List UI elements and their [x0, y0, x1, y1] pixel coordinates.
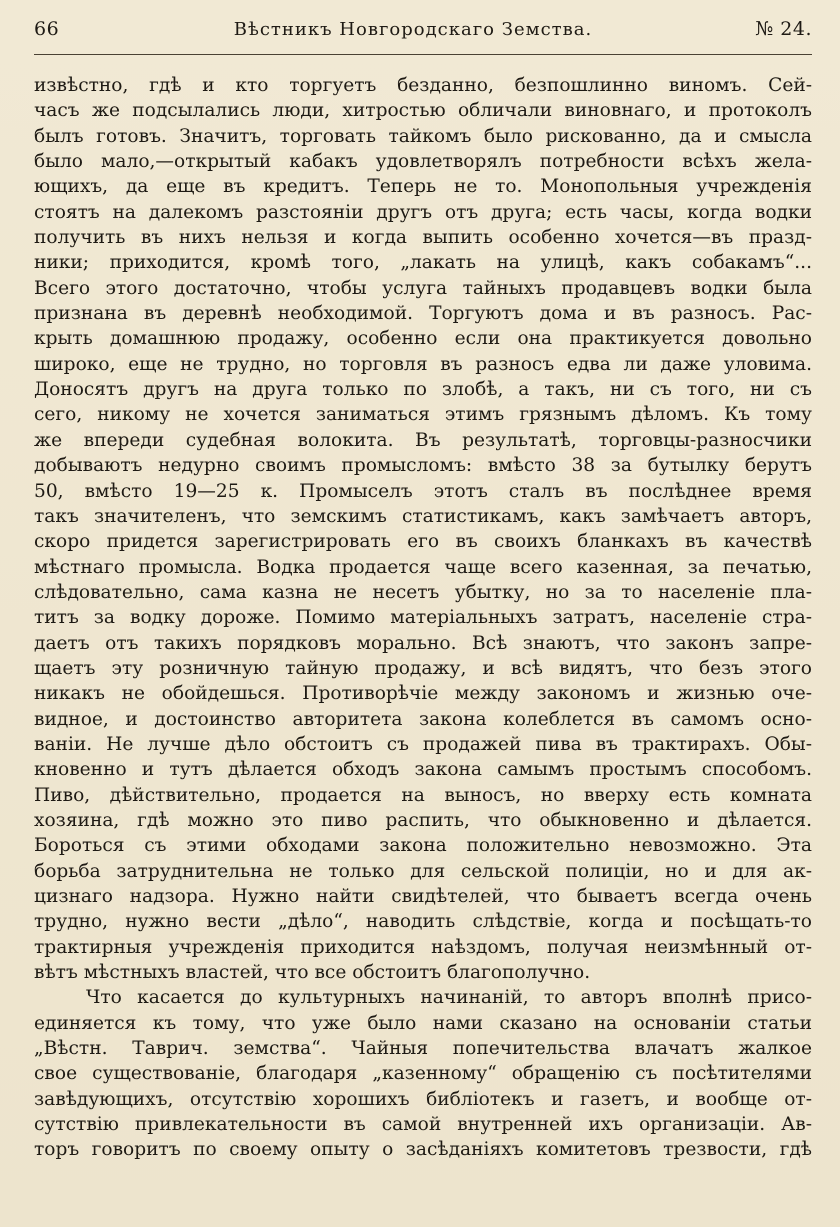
- text-line: трактирныя учрежденія приходится наѣздомъ, получая неизмѣнный от-: [34, 936, 812, 958]
- text-line: борьба затруднительна не только для сельской полиціи, но и для ак-: [34, 860, 812, 882]
- text-line: свое существованіе, благодаря „казенному“ обращенію съ посѣтителями: [34, 1063, 812, 1085]
- text-line: завѣдующихъ, отсутствію хорошихъ библіотекъ и газетъ, и вообще от-: [34, 1088, 812, 1110]
- text-line: слѣдовательно, сама казна не несетъ убытку, но за то населеніе пла-: [34, 581, 812, 603]
- text-line: ваніи. Не лучше дѣло обстоитъ съ продажей пива въ трактирахъ. Обы-: [34, 733, 812, 755]
- text-line: Пиво, дѣйствительно, продается на выносъ, но вверху есть комната: [34, 784, 812, 806]
- text-line: щаетъ эту розничную тайную продажу, и всѣ видятъ, что безъ этого: [34, 657, 812, 679]
- text-line: было мало,—открытый кабакъ удовлетворялъ потребности всѣхъ жела-: [34, 151, 812, 173]
- text-line: единяется къ тому, что уже было нами сказано на основаніи статьи: [34, 1012, 812, 1034]
- text-line: Доносятъ другъ на друга только по злобѣ, а такъ, ни съ того, ни съ: [34, 379, 812, 401]
- text-line: часъ же подсылались люди, хитростью обличали виновнаго, и протоколъ: [34, 100, 812, 122]
- text-line: видное, и достоинство авторитета закона колеблется въ самомъ осно-: [34, 708, 812, 730]
- text-line: крыть домашнюю продажу, особенно если она практикуется довольно: [34, 328, 812, 350]
- header-rule: [34, 54, 812, 55]
- text-line: хозяина, гдѣ можно это пиво распить, что обыкновенно и дѣлается.: [34, 809, 812, 831]
- text-line: сутствію привлекательности въ самой внутренней ихъ организаціи. Ав-: [34, 1114, 812, 1136]
- text-line: признана въ деревнѣ необходимой. Торгуютъ дома и въ разносъ. Рас-: [34, 303, 812, 325]
- text-line: титъ за водку дороже. Помимо матеріальныхъ затратъ, населеніе стра-: [34, 607, 812, 629]
- text-line: скоро придется зарегистрировать его въ своихъ бланкахъ въ качествѣ: [34, 531, 812, 553]
- text-line: „Вѣстн. Таврич. земства“. Чайныя попечительства влачатъ жалкое: [34, 1038, 812, 1060]
- text-line: стоятъ на далекомъ разстояніи другъ отъ друга; есть часы, когда водки: [34, 201, 812, 223]
- text-line: Что касается до культурныхъ начинаній, то авторъ вполнѣ присо-: [86, 987, 812, 1009]
- text-line: получить въ нихъ нельзя и когда выпить особенно хочется—въ празд-: [34, 227, 812, 249]
- text-line: цизнаго надзора. Нужно найти свидѣтелей, что бываетъ всегда очень: [34, 886, 812, 907]
- text-line: же впереди судебная волокита. Въ результатѣ, торговцы-разносчики: [34, 429, 812, 451]
- text-line: широко, еще не трудно, но торговля въ разносъ едва ли даже уловима.: [34, 353, 812, 375]
- text-line: добываютъ недурно своимъ промысломъ: вмѣсто 38 за бутылку берутъ: [34, 455, 812, 477]
- text-line: былъ готовъ. Значитъ, торговать тайкомъ было рискованно, да и смысла: [34, 125, 812, 147]
- text-line: такъ значителенъ, что земскимъ статистикамъ, какъ замѣчаетъ авторъ,: [34, 505, 812, 527]
- text-line: 50, вмѣсто 19—25 к. Промыселъ этотъ сталъ въ послѣднее время: [34, 480, 812, 502]
- text-line: сего, никому не хочется заниматься этимъ грязнымъ дѣломъ. Къ тому: [34, 404, 812, 426]
- text-line: даетъ отъ такихъ порядковъ морально. Всѣ знаютъ, что законъ запре-: [34, 632, 812, 654]
- text-line: трудно, нужно вести „дѣло“, наводить слѣдствіе, когда и посѣщать-то: [34, 911, 812, 933]
- text-line: извѣстно, гдѣ и кто торгуетъ безданно, безпошлинно виномъ. Сей-: [34, 75, 812, 96]
- issue-number: № 24.: [755, 18, 812, 40]
- text-line: вѣтъ мѣстныхъ властей, что все обстоитъ благополучно.: [34, 962, 591, 984]
- article-body: [34, 73, 812, 1163]
- text-line: кновенно и тутъ дѣлается обходъ закона самымъ простымъ способомъ.: [34, 759, 812, 781]
- text-line: ющихъ, да еще въ кредитъ. Теперь не то. Монопольныя учрежденія: [34, 176, 812, 198]
- page-header: [34, 18, 812, 54]
- text-line: ники; приходится, кромѣ того, „лакать на улицѣ, какъ собакамъ“...: [34, 252, 812, 274]
- text-line: торъ говоритъ по своему опыту о засѣданіяхъ комитетовъ трезвости, гдѣ: [34, 1139, 812, 1161]
- text-line: Всего этого достаточно, чтобы услуга тайныхъ продавцевъ водки была: [34, 277, 812, 299]
- text-line: мѣстнаго промысла. Водка продается чаще всего казенная, за печатью,: [34, 556, 812, 578]
- page-number: 66: [34, 18, 60, 40]
- running-title: Вѣстникъ Новгородскаго Земства.: [233, 19, 593, 40]
- paragraph: [34, 73, 812, 985]
- text-line: никакъ не обойдешься. Противорѣчіе между закономъ и жизнью оче-: [34, 683, 812, 705]
- paragraph: [34, 985, 812, 1162]
- text-line: Бороться съ этими обходами закона положительно невозможно. Эта: [34, 835, 812, 857]
